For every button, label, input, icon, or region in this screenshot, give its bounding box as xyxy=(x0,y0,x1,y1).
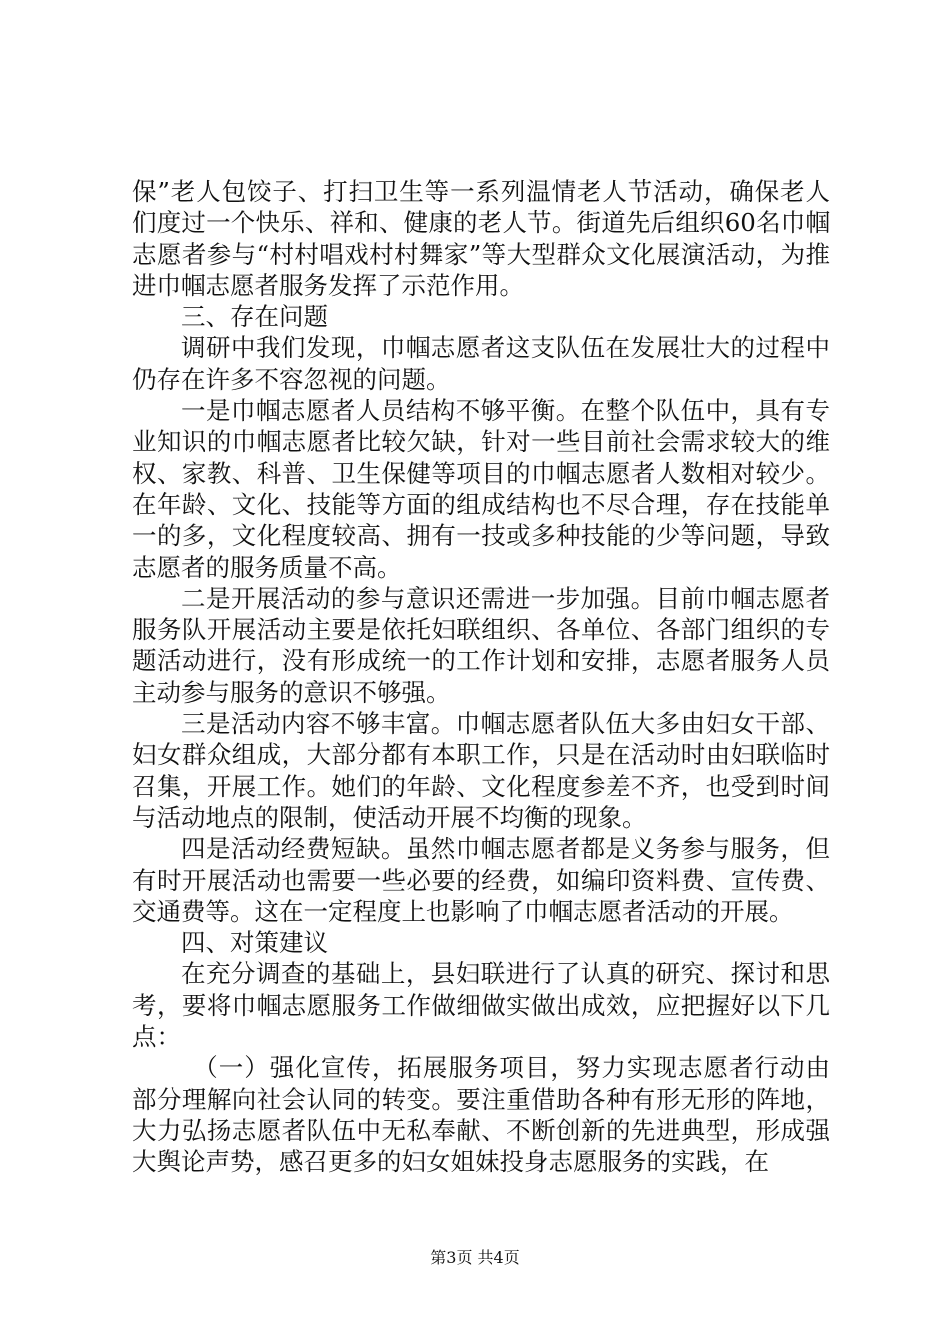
section-heading-problems: 三、存在问题 xyxy=(181,302,328,332)
page-number: 第3页 共4页 xyxy=(430,1248,520,1267)
paragraph-continuation: 保”老人包饺子、打扫卫生等一系列温情老人节活动，确保老人们度过一个快乐、祥和、健康的老人节。街道先后组织60名巾帼志愿者参与“村村唱戏村村舞家”等大型群众文化展演活动，为推进巾帼志愿者服务发挥了示范作用。 xyxy=(132,177,830,300)
document-body xyxy=(132,176,830,1178)
paragraph-survey-intro: 调研中我们发现，巾帼志愿者这支队伍在发展壮大的过程中仍存在许多不容忽视的问题。 xyxy=(132,333,830,394)
section-heading-suggestions: 四、对策建议 xyxy=(181,928,328,958)
page-footer xyxy=(0,1248,950,1268)
paragraph-issue-one: 一是巾帼志愿者人员结构不够平衡。在整个队伍中，具有专业知识的巾帼志愿者比较欠缺，针对一些目前社会需求较大的维权、家教、科普、卫生保健等项目的巾帼志愿者人数相对较少。在年龄、文化、技能等方面的组成结构也不尽合理，存在技能单一的多，文化程度较高、拥有一技或多种技能的少等问题，导致志愿者的服务质量不高。 xyxy=(132,396,830,582)
paragraph-suggestion-one: （一）强化宣传，拓展服务项目，努力实现志愿者行动由部分理解向社会认同的转变。要注重借助各种有形无形的阵地，大力弘扬志愿者队伍中无私奉献、不断创新的先进典型，形成强大舆论声势，感召更多的妇女姐妹投身志愿服务的实践，在 xyxy=(132,1053,830,1177)
paragraph-suggestions-intro: 在充分调查的基础上，县妇联进行了认真的研究、探讨和思考，要将巾帼志愿服务工作做细做实做出成效，应把握好以下几点： xyxy=(132,959,830,1052)
paragraph-issue-two: 二是开展活动的参与意识还需进一步加强。目前巾帼志愿者服务队开展活动主要是依托妇联组织、各单位、各部门组织的专题活动进行，没有形成统一的工作计划和安排，志愿者服务人员主动参与服务的意识不够强。 xyxy=(132,583,830,707)
paragraph-issue-three: 三是活动内容不够丰富。巾帼志愿者队伍大多由妇女干部、妇女群众组成，大部分都有本职工作，只是在活动时由妇联临时召集，开展工作。她们的年龄、文化程度参差不齐，也受到时间与活动地点的限制，使活动开展不均衡的现象。 xyxy=(132,709,830,832)
paragraph-issue-four: 四是活动经费短缺。虽然巾帼志愿者都是义务参与服务，但有时开展活动也需要一些必要的经费，如编印资料费、宣传费、交通费等。这在一定程度上也影响了巾帼志愿者活动的开展。 xyxy=(132,834,830,926)
